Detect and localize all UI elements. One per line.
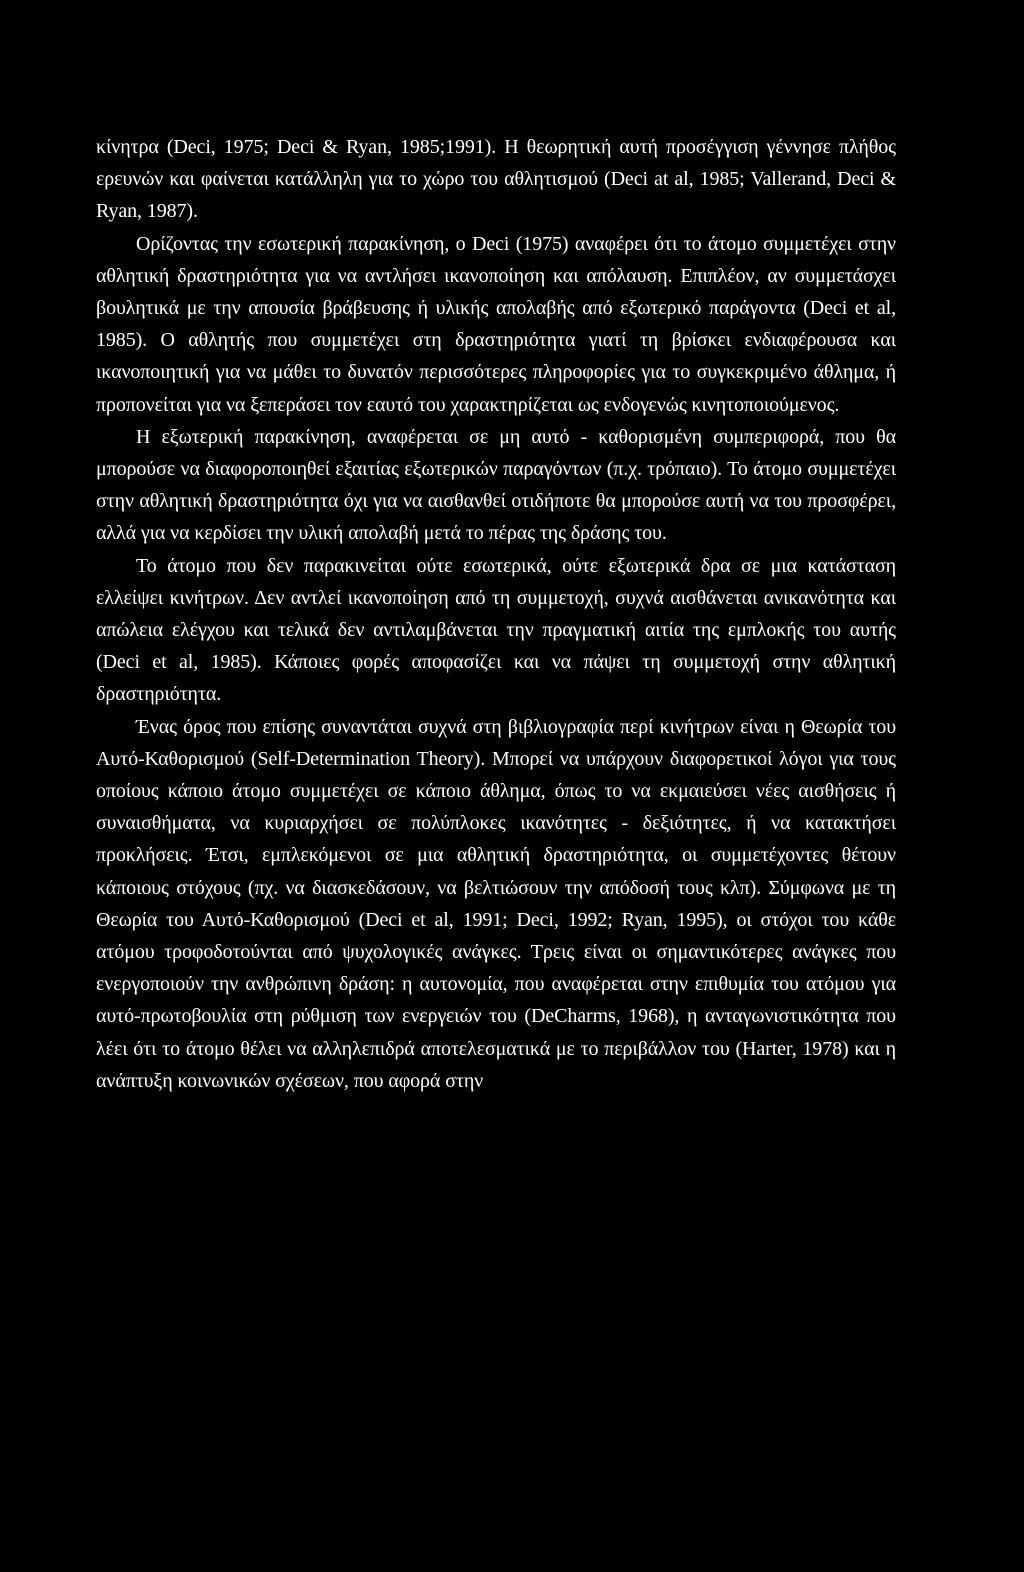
paragraph-1: κίνητρα (Deci, 1975; Deci & Ryan, 1985;1991). Η θεωρητική αυτή προσέγγιση γέννησε πλήθος ερευνών και φαίνεται κατάλληλη για το χώρο του αθλητισμού (Deci at al, 1985; Vallerand, Deci & Ryan, 1987). bbox=[96, 136, 896, 223]
paragraph-4: Το άτομο που δεν παρακινείται ούτε εσωτερικά, ούτε εξωτερικά δρα σε μια κατάσταση ελλείψει κινήτρων. Δεν αντλεί ικανοποίηση από τη συμμετοχή, συχνά αισθάνεται ανικανότητα και απώλεια ελέγχου και τελικά δεν αντιλαμβάνεται την πραγματική αιτία της εμπλοκής του αυτής (Deci et al, 1985). Κάποιες φορές αποφασίζει και να πάψει τη συμμετοχή στην αθλητική δραστηριότητα. bbox=[96, 554, 896, 706]
paragraph-5: Ένας όρος που επίσης συναντάται συχνά στη βιβλιογραφία περί κινήτρων είναι η Θεωρία του Αυτό-Καθορισμού (Self-Determination Theory). Μπορεί να υπάρχουν διαφορετικοί λόγοι για τους οποίους κάποιο άτομο συμμετέχει σε κάποιο άθλημα, όπως το να εκμαιεύσει νέες αισθήσεις ή συναισθήματα, να κυριαρχήσει σε πολύπλοκες ικανότητες - δεξιότητες, ή να κατακτήσει προκλήσεις. Έτσι, εμπλεκόμενοι σε μια αθλητική δραστηριότητα, οι συμμετέχοντες θέτουν κάποιους στόχους (πχ. να διασκεδάσουν, να βελτιώσουν την απόδοσή τους κλπ). Σύμφωνα με τη Θεωρία του Αυτό-Καθορισμού (Deci et al, 1991; Deci, 1992; Ryan, 1995), οι στόχοι του κάθε ατόμου τροφοδοτούνται από ψυχολογικές ανάγκες. Τρεις είναι οι σημαντικότερες ανάγκες που ενεργοποιούν την ανθρώπινη δράση: η αυτονομία, που αναφέρεται στην επιθυμία του ατόμου για αυτό-πρωτοβουλία στη ρύθμιση των ενεργειών του (DeCharms, 1968), η ανταγωνιστικότητα που λέει ότι το άτομο θέλει να αλληλεπιδρά αποτελεσματικά με το περιβάλλον του (Harter, 1978) και η ανάπτυξη κοινωνικών σχέσεων, που αφορά στην bbox=[96, 715, 896, 1092]
paragraph-2: Ορίζοντας την εσωτερική παρακίνηση, ο Deci (1975) αναφέρει ότι το άτομο συμμετέχει στην αθλητική δραστηριότητα για να αντλήσει ικανοποίηση και απόλαυση. Επιπλέον, αν συμμετάσχει βουλητικά με την απουσία βράβευσης ή υλικής απολαβής από εξωτερικό παράγοντα (Deci et al, 1985). Ο αθλητής που συμμετέχει στη δραστηριότητα γιατί τη βρίσκει ενδιαφέρουσα και ικανοποιητική για να μάθει το δυνατόν περισσότερες πληροφορίες για το συγκεκριμένο άθλημα, ή προπονείται για να ξεπεράσει τον εαυτό του χαρακτηρίζεται ως ενδογενώς κινητοποιούμενος. bbox=[96, 232, 896, 416]
paragraph-3: Η εξωτερική παρακίνηση, αναφέρεται σε μη αυτό - καθορισμένη συμπεριφορά, που θα μπορούσε να διαφοροποιηθεί εξαιτίας εξωτερικών παραγόντων (π.χ. τρόπαιο). Το άτομο συμμετέχει στην αθλητική δραστηριότητα όχι για να αισθανθεί οτιδήποτε θα μπορούσε αυτή να του προσφέρει, αλλά για να κερδίσει την υλική απολαβή μετά το πέρας της δράσης του. bbox=[96, 425, 896, 545]
document-page bbox=[96, 131, 896, 1097]
